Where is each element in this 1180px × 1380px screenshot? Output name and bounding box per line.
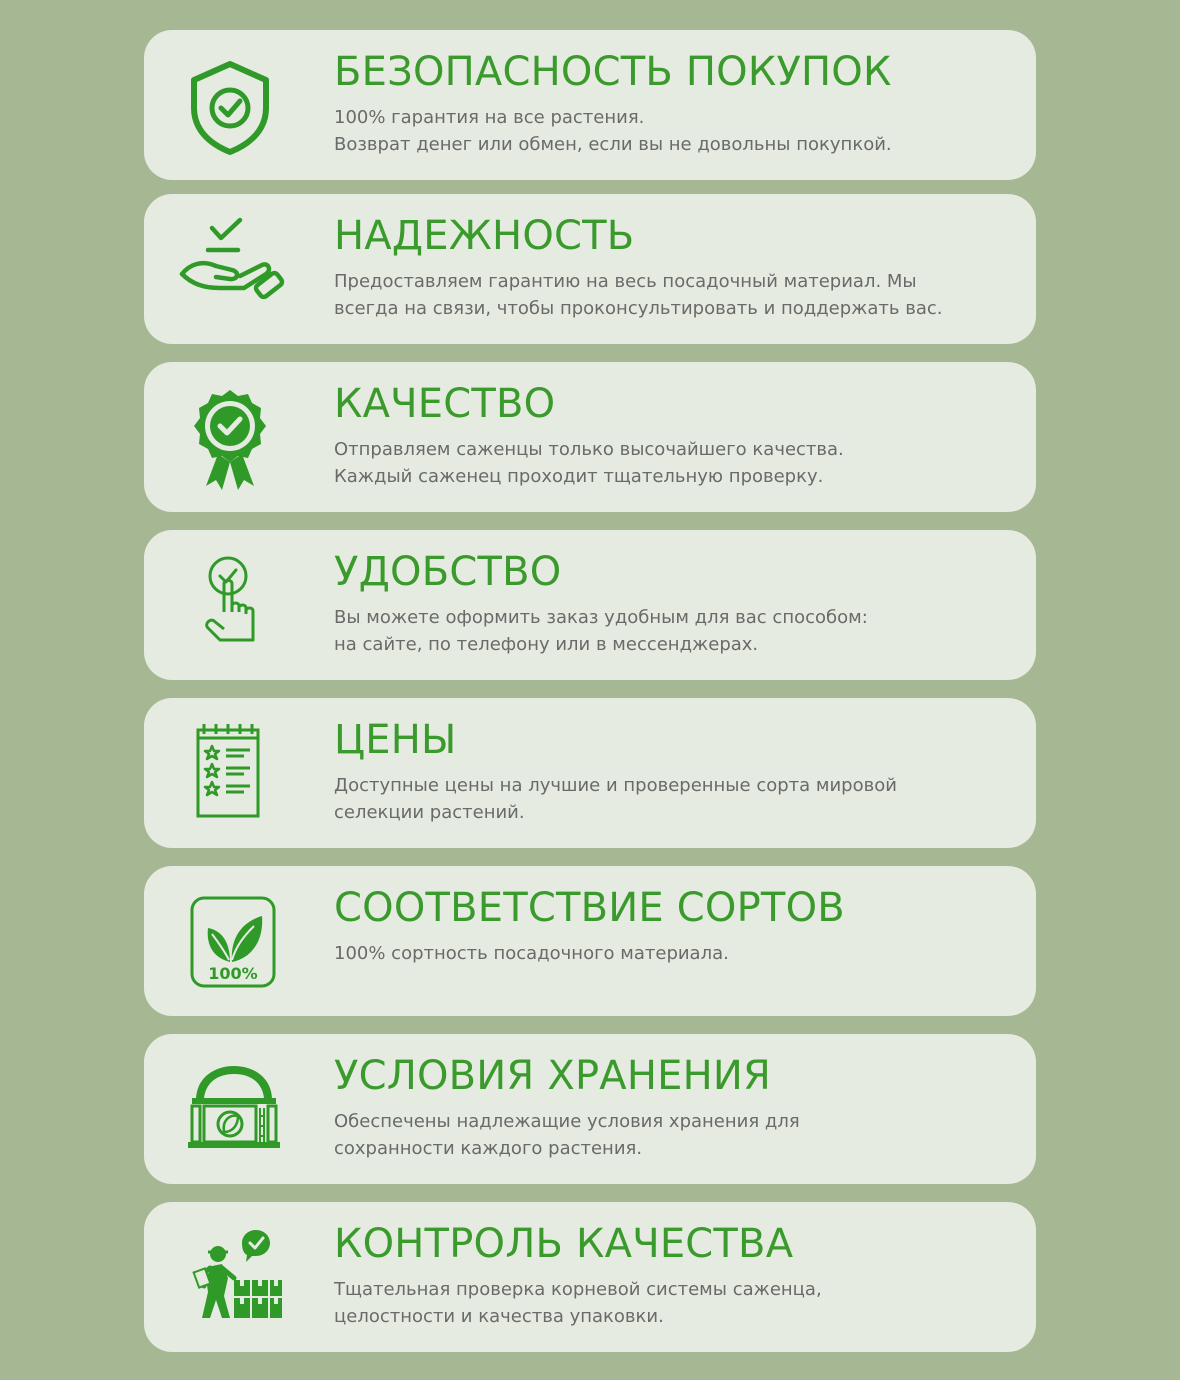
card-description-line: Доступные цены на лучшие и проверенные сорта мировой [334, 775, 897, 796]
card-description-line: 100% гарантия на все растения. [334, 107, 645, 128]
greenhouse-storage-icon [174, 1054, 286, 1164]
quality-badge-icon [174, 382, 286, 492]
card-title: КОНТРОЛЬ КАЧЕСТВА [334, 1221, 794, 1267]
card-description [334, 604, 974, 658]
card-description-line: на сайте, по телефону или в мессенджерах. [334, 634, 759, 655]
card-description [334, 1108, 974, 1162]
card-description-line: Отправляем саженцы только высочайшего качества. [334, 439, 844, 460]
card-description-line: целостности и качества упаковки. [334, 1306, 664, 1327]
card-description [334, 940, 974, 967]
card-description [334, 1276, 974, 1330]
icon-badge-text: 100% [208, 964, 258, 983]
card-description-line: Тщательная проверка корневой системы саженца, [334, 1279, 822, 1300]
feature-card-purchase-safety [144, 30, 1036, 180]
hand-check-icon [174, 214, 286, 324]
card-description [334, 268, 974, 322]
card-description [334, 436, 974, 490]
finger-tap-check-icon [174, 550, 286, 660]
card-description-line: селекции растений. [334, 802, 525, 823]
feature-card-quality-control [144, 1202, 1036, 1352]
card-description-line: Каждый саженец проходит тщательную проверку. [334, 466, 824, 487]
card-description-line: всегда на связи, чтобы проконсультировать и поддержать вас. [334, 298, 943, 319]
card-title: СООТВЕТСТВИЕ СОРТОВ [334, 885, 845, 931]
card-title: УСЛОВИЯ ХРАНЕНИЯ [334, 1053, 771, 1099]
card-title: ЦЕНЫ [334, 717, 457, 763]
leaf-100-percent-icon [174, 886, 286, 996]
feature-card-storage [144, 1034, 1036, 1184]
card-description-line: Обеспечены надлежащие условия хранения для [334, 1111, 800, 1132]
card-title: БЕЗОПАСНОСТЬ ПОКУПОК [334, 49, 892, 95]
card-description-line: сохранности каждого растения. [334, 1138, 643, 1159]
card-description-line: Предоставляем гарантию на весь посадочный материал. Мы [334, 271, 917, 292]
shield-check-icon [174, 50, 286, 160]
feature-card-convenience [144, 530, 1036, 680]
checklist-notepad-icon [174, 718, 286, 828]
card-title: КАЧЕСТВО [334, 381, 556, 427]
card-description [334, 104, 974, 158]
feature-card-reliability [144, 194, 1036, 344]
feature-card-variety-match [144, 866, 1036, 1016]
card-description-line: Возврат денег или обмен, если вы не довольны покупкой. [334, 134, 892, 155]
feature-card-prices [144, 698, 1036, 848]
card-description [334, 772, 974, 826]
card-title: НАДЕЖНОСТЬ [334, 213, 635, 259]
inspector-boxes-icon [174, 1222, 286, 1332]
card-description-line: Вы можете оформить заказ удобным для вас способом: [334, 607, 868, 628]
card-title: УДОБСТВО [334, 549, 562, 595]
feature-card-quality [144, 362, 1036, 512]
card-description-line: 100% сортность посадочного материала. [334, 943, 729, 964]
